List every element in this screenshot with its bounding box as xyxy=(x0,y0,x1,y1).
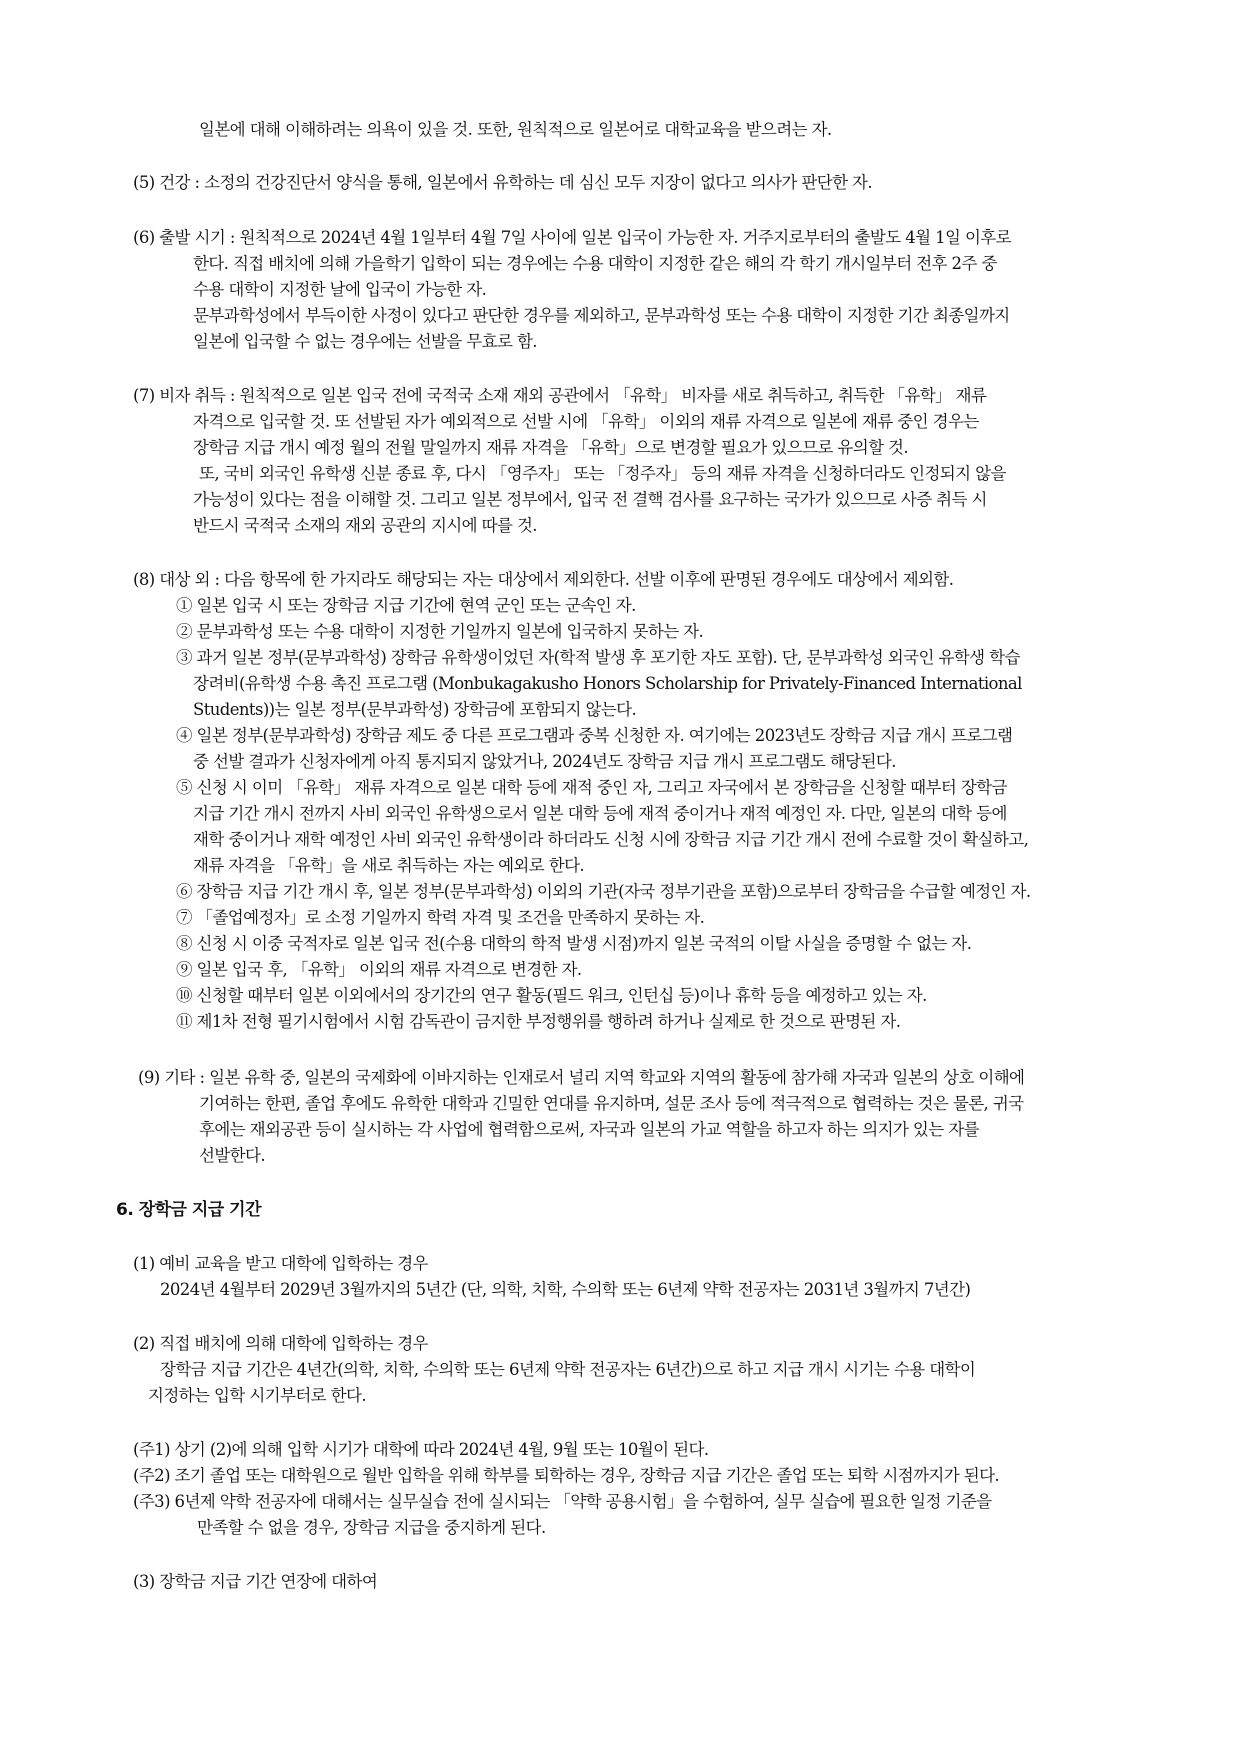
text-line: 중 선발 결과가 신청자에게 아직 통지되지 않았거나, 2024년도 장학금 지급 개시 프로그램도 해당된다. xyxy=(193,752,896,771)
text-line: 장학금 지급 기간은 4년간(의학, 치학, 수의학 또는 6년제 약학 전공자는 6년간)으로 하고 지급 개시 시기는 수용 대학이 xyxy=(160,1360,976,1379)
text-line: 장려비(유학생 수용 촉진 프로그램 (Monbukagakusho Honors Scholarship for Privately-Financed International xyxy=(193,674,1022,693)
list-item: ⑨ 일본 입국 후, 「유학」 이외의 재류 자격으로 변경한 자. xyxy=(176,960,582,979)
text-line: (7) 비자 취득 : 원칙적으로 일본 입국 전에 국적국 소재 재외 공관에서 「유학」 비자를 새로 취득하고, 취득한 「유학」 재류 xyxy=(133,386,987,405)
list-item: ③ 과거 일본 정부(문부과학성) 장학금 유학생이었던 자(학적 발생 후 포기한 자도 포함). 단, 문부과학성 외국인 유학생 학습 xyxy=(176,648,1020,667)
text-line: 한다. 직접 배치에 의해 가을학기 입학이 되는 경우에는 수용 대학이 지정한 같은 해의 각 학기 개시일부터 전후 2주 중 xyxy=(193,254,997,273)
list-item: ⑦ 「졸업예정자」로 소정 기일까지 학력 자격 및 조건을 만족하지 못하는 자. xyxy=(176,908,705,927)
text-line: 가능성이 있다는 점을 이해할 것. 그리고 일본 정부에서, 입국 전 결핵 검사를 요구하는 국가가 있으므로 사증 취득 시 xyxy=(193,490,987,509)
text-line: 장학금 지급 개시 예정 월의 전월 말일까지 재류 자격을 「유학」으로 변경할 필요가 있으므로 유의할 것. xyxy=(193,438,909,457)
list-item: ② 문부과학성 또는 수용 대학이 지정한 기일까지 일본에 입국하지 못하는 자. xyxy=(176,622,704,641)
text-line: (3) 장학금 지급 기간 연장에 대하여 xyxy=(133,1572,378,1591)
text-line: (6) 출발 시기 : 원칙적으로 2024년 4월 1일부터 4월 7일 사이에 일본 입국이 가능한 자. 거주지로부터의 출발도 4월 1일 이후로 xyxy=(133,228,1011,247)
text-line: (5) 건강 : 소정의 건강진단서 양식을 통해, 일본에서 유학하는 데 심신 모두 지장이 없다고 의사가 판단한 자. xyxy=(133,173,873,192)
text-line: (2) 직접 배치에 의해 대학에 입학하는 경우 xyxy=(133,1334,428,1353)
text-line: 기여하는 한편, 졸업 후에도 유학한 대학과 긴밀한 연대를 유지하며, 설문 조사 등에 적극적으로 협력하는 것은 물론, 귀국 xyxy=(199,1094,1024,1113)
text-line: 수용 대학이 지정한 날에 입국이 가능한 자. xyxy=(193,280,487,299)
list-item: ⑥ 장학금 지급 기간 개시 후, 일본 정부(문부과학성) 이외의 기관(자국 정부기관을 포함)으로부터 장학금을 수급할 예정인 자. xyxy=(176,882,1031,901)
list-item: ④ 일본 정부(문부과학성) 장학금 제도 중 다른 프로그램과 중복 신청한 자. 여기에는 2023년도 장학금 지급 개시 프로그램 xyxy=(176,726,1013,745)
text-line: 문부과학성에서 부득이한 사정이 있다고 판단한 경우를 제외하고, 문부과학성 또는 수용 대학이 지정한 기간 최종일까지 xyxy=(193,306,1010,325)
text-line: 만족할 수 없을 경우, 장학금 지급을 중지하게 된다. xyxy=(197,1518,546,1537)
text-line: 일본에 입국할 수 없는 경우에는 선발을 무효로 함. xyxy=(193,332,537,351)
note-line: (주1) 상기 (2)에 의해 입학 시기가 대학에 따라 2024년 4월, 9월 또는 10월이 된다. xyxy=(133,1440,709,1459)
text-line: 지정하는 입학 시기부터로 한다. xyxy=(148,1386,366,1405)
text-line: Students))는 일본 정부(문부과학성) 장학금에 포함되지 않는다. xyxy=(193,700,637,719)
text-line: 또, 국비 외국인 유학생 신분 종료 후, 다시 「영주자」 또는 「정주자」 등의 재류 자격을 신청하더라도 인정되지 않을 xyxy=(199,464,1006,483)
list-item: ⑪ 제1차 전형 필기시험에서 시험 감독관이 금지한 부정행위를 행하려 하거나 실제로 한 것으로 판명된 자. xyxy=(176,1012,901,1031)
text-line: (9) 기타 : 일본 유학 중, 일본의 국제화에 이바지하는 인재로서 널리 지역 학교와 지역의 활동에 참가해 자국과 일본의 상호 이해에 xyxy=(138,1068,1025,1087)
list-item: ⑤ 신청 시 이미 「유학」 재류 자격으로 일본 대학 등에 재적 중인 자, 그리고 자국에서 본 장학금을 신청할 때부터 장학금 xyxy=(176,778,1007,797)
list-item: ⑩ 신청할 때부터 일본 이외에서의 장기간의 연구 활동(필드 워크, 인턴십 등)이나 휴학 등을 예정하고 있는 자. xyxy=(176,986,927,1005)
text-line: 반드시 국적국 소재의 재외 공관의 지시에 따를 것. xyxy=(193,516,537,535)
text-line: 2024년 4월부터 2029년 3월까지의 5년간 (단, 의학, 치학, 수의학 또는 6년제 약학 전공자는 2031년 3월까지 7년간) xyxy=(160,1280,971,1299)
text-line: 자격으로 입국할 것. 또 선발된 자가 예외적으로 선발 시에 「유학」 이외의 재류 자격으로 일본에 재류 중인 경우는 xyxy=(193,412,979,431)
text-line: 재류 자격을 「유학」을 새로 취득하는 자는 예외로 한다. xyxy=(193,856,585,875)
list-item: ① 일본 입국 시 또는 장학금 지급 기간에 현역 군인 또는 군속인 자. xyxy=(176,596,636,615)
note-line: (주2) 조기 졸업 또는 대학원으로 월반 입학을 위해 학부를 퇴학하는 경우, 장학금 지급 기간은 졸업 또는 퇴학 시점까지가 된다. xyxy=(133,1466,1000,1485)
text-line: 일본에 대해 이해하려는 의욕이 있을 것. 또한, 원칙적으로 일본어로 대학교육을 받으려는 자. xyxy=(199,120,832,139)
list-item: ⑧ 신청 시 이중 국적자로 일본 입국 전(수용 대학의 학적 발생 시점)까지 일본 국적의 이탈 사실을 증명할 수 없는 자. xyxy=(176,934,972,953)
text-line: 선발한다. xyxy=(199,1146,266,1165)
note-line: (주3) 6년제 약학 전공자에 대해서는 실무실습 전에 실시되는 「약학 공용시험」을 수험하여, 실무 실습에 필요한 일정 기준을 xyxy=(133,1492,992,1511)
text-line: (1) 예비 교육을 받고 대학에 입학하는 경우 xyxy=(133,1254,428,1273)
text-line: 지급 기간 개시 전까지 사비 외국인 유학생으로서 일본 대학 등에 재적 중이거나 재적 예정인 자. 다만, 일본의 대학 등에 xyxy=(193,804,1007,823)
text-line: 후에는 재외공관 등이 실시하는 각 사업에 협력함으로써, 자국과 일본의 가교 역할을 하고자 하는 의지가 있는 자를 xyxy=(199,1120,979,1139)
text-line: (8) 대상 외 : 다음 항목에 한 가지라도 해당되는 자는 대상에서 제외한다. 선발 이후에 판명된 경우에도 대상에서 제외함. xyxy=(133,570,954,589)
section-heading: 6. 장학금 지급 기간 xyxy=(116,1200,261,1220)
text-line: 재학 중이거나 재학 예정인 사비 외국인 유학생이라 하더라도 신청 시에 장학금 지급 기간 개시 전에 수료할 것이 확실하고, xyxy=(193,830,1029,849)
